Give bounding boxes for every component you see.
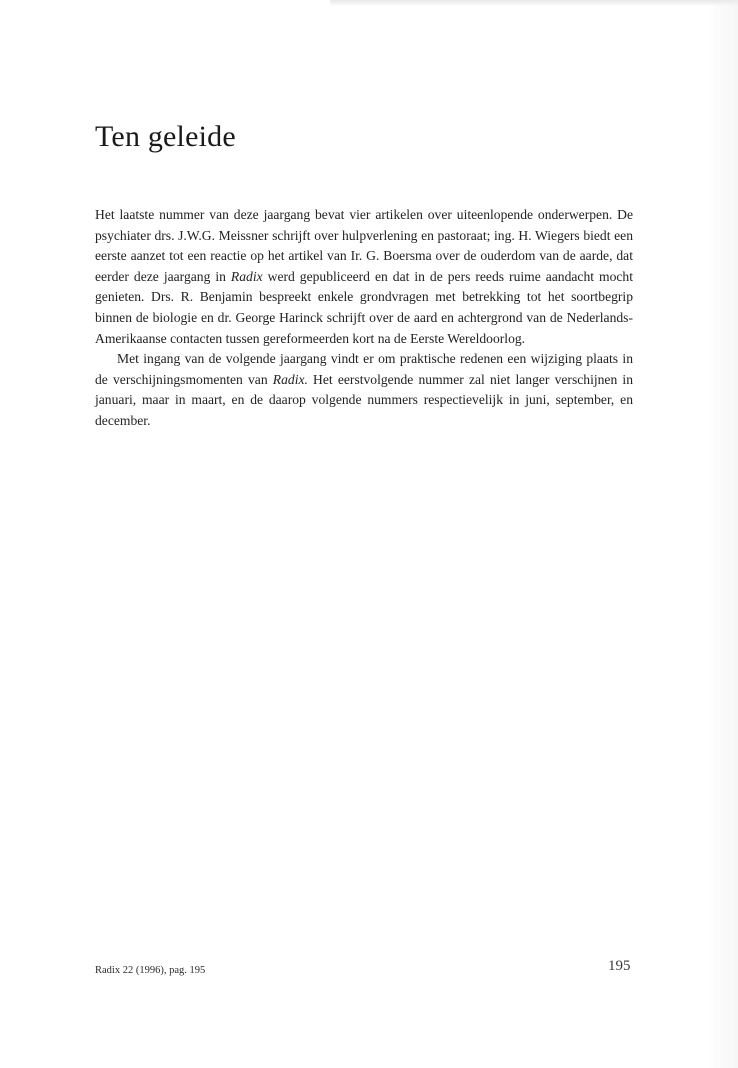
page-number: 195 xyxy=(608,958,631,974)
page-title: Ten geleide xyxy=(95,120,236,153)
paragraph-1-text-b: werd gepubliceerd en dat in de pers reeds ruime aandacht mocht genieten. Drs. R. Benjamin bespreekt enkele grondvragen met betrekking tot het soortbegrip binnen de biologie en dr. George Harinck schrijft over de aard en achtergrond van de Nederlands-Amerikaanse contacten tussen gereformeerden kort na de Eerste Wereldoorlog. xyxy=(95,268,633,346)
paragraph-1-journal-name: Radix xyxy=(230,268,263,284)
paragraph-2 xyxy=(95,349,633,431)
footer-citation: Radix 22 (1996), pag. 195 xyxy=(95,965,206,976)
paragraph-1-text-a: Het laatste nummer van deze jaargang bevat vier artikelen over uiteenlopende onderwerpen. De psychiater drs. J.W.G. Meissner schrijft over hulpverlening en pastoraat; ing. H. Wiegers biedt een eerste aanzet tot een reactie op het artikel van Ir. G. Boersma over de ouderdom van de aarde, dat eerder deze jaargang in xyxy=(95,207,633,284)
paragraph-1 xyxy=(95,205,633,349)
article-body xyxy=(95,205,633,432)
scan-edge-shadow xyxy=(708,0,738,1068)
paragraph-2-journal-name: Radix. xyxy=(272,371,308,387)
scan-top-shadow xyxy=(330,0,738,6)
paragraph-2-text-b: Het eerstvolgende nummer zal niet langer verschijnen in januari, maar in maart, en de daarop volgende nummers respectievelijk in juni, september, en december. xyxy=(95,371,633,428)
paragraph-2-text-a: Met ingang van de volgende jaargang vindt er om praktische redenen een wijziging plaats in de verschijningsmomenten van xyxy=(95,351,633,387)
